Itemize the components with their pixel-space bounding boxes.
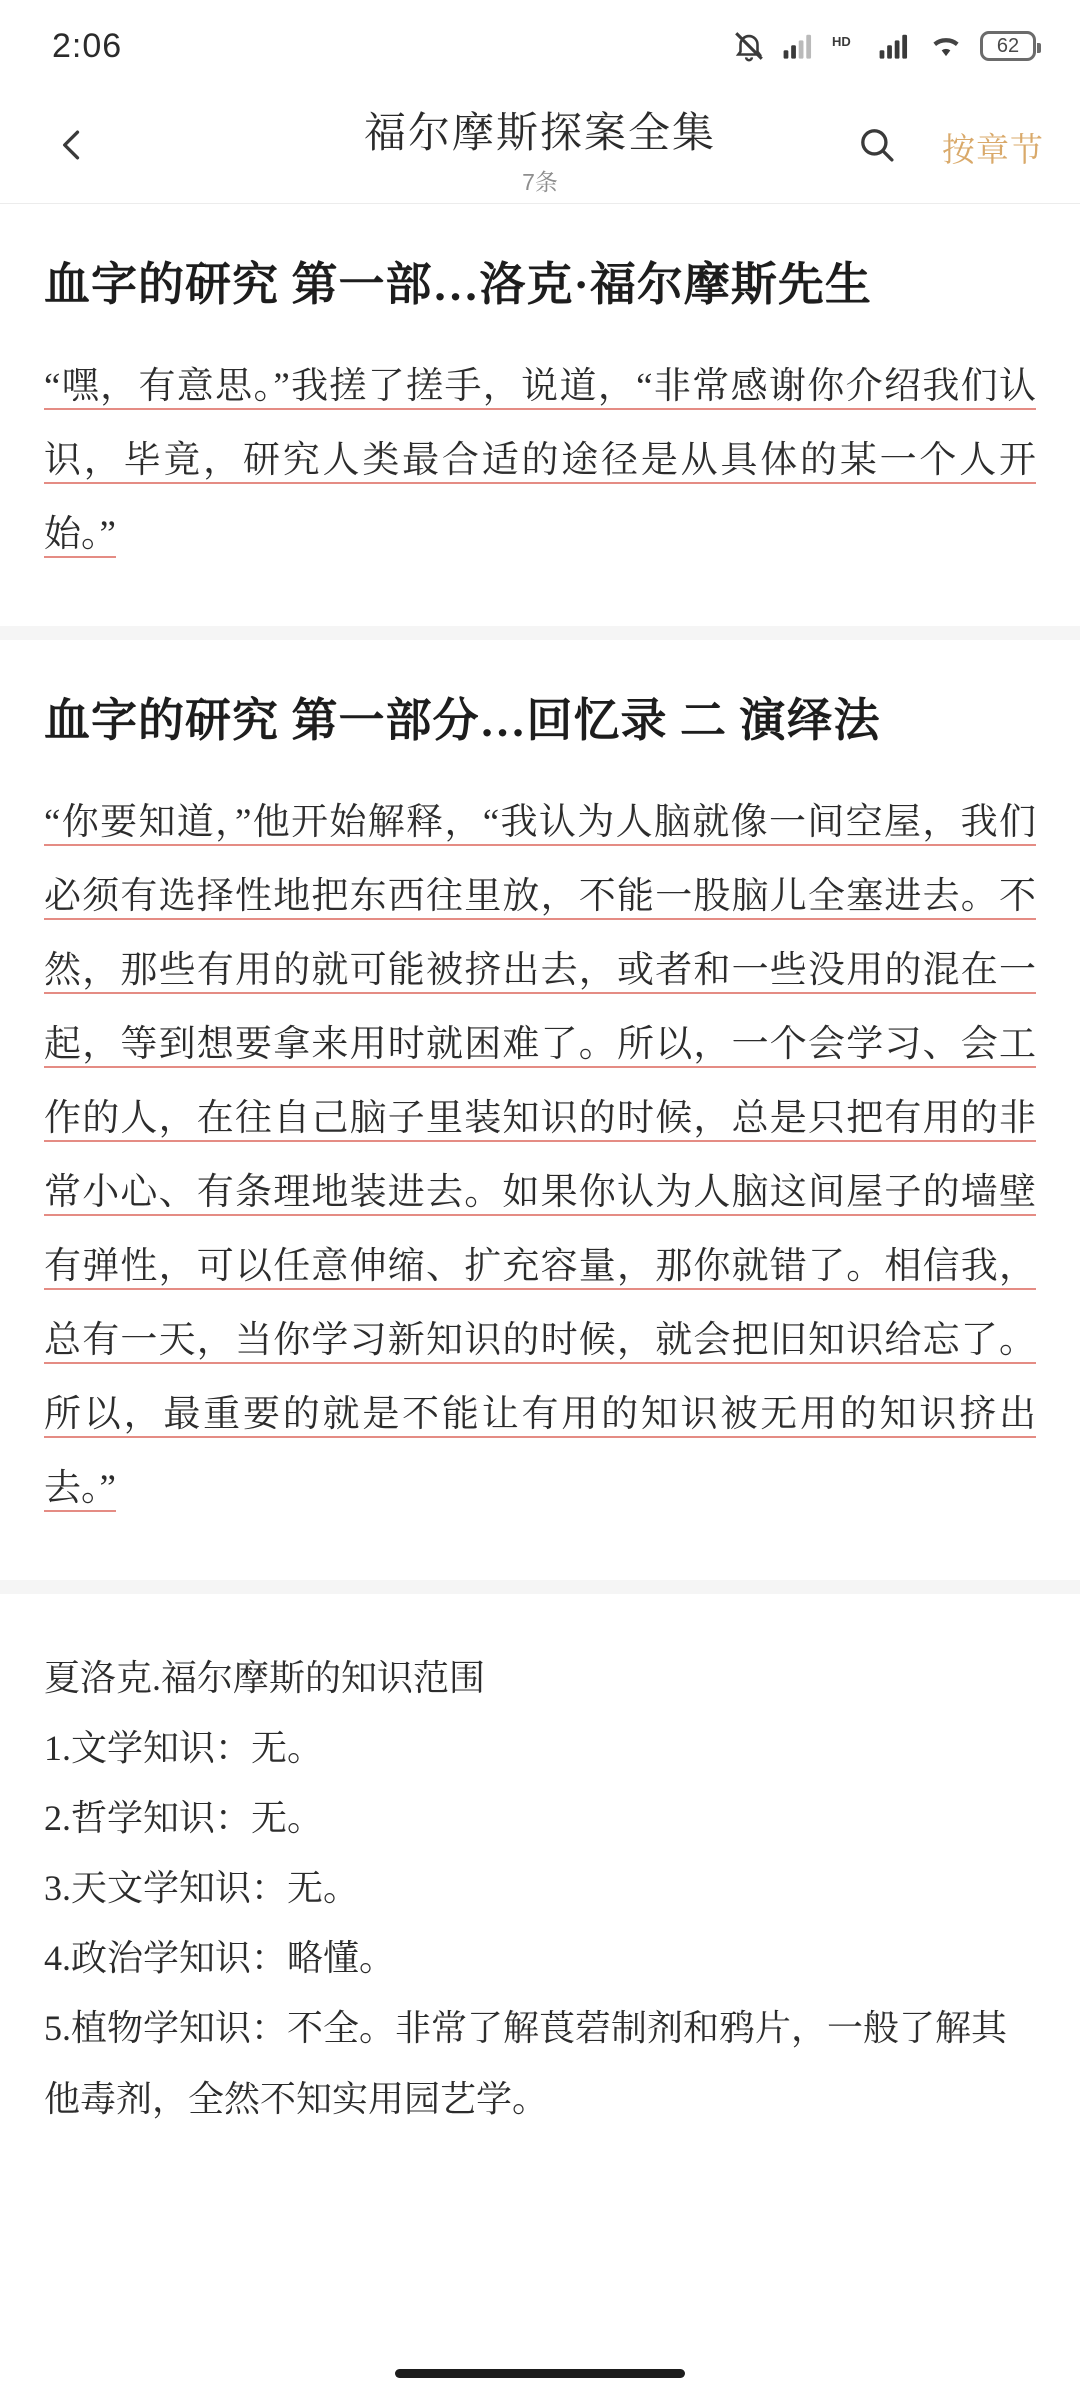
note-heading: 血字的研究 第一部…洛克·福尔摩斯先生 (44, 259, 872, 310)
sort-by-chapter-button[interactable]: 按章节 (942, 131, 1044, 168)
list-item (44, 1993, 1036, 2133)
home-indicator-area (0, 2346, 1080, 2400)
note-card[interactable] (0, 1594, 1080, 2188)
notes-list[interactable] (0, 204, 1080, 2400)
status-bar (0, 0, 1080, 92)
note-heading: 血字的研究 第一部分…回忆录 二 演绎法 (44, 695, 881, 747)
note-highlighted-text: “你要知道，”他开始解释，“我认为人脑就像一间空屋，我们必须有选择性地把东西往里放，不能一股脑儿全塞进去。不然，那些有用的就可能被挤出去，或者和一些没用的混在一起，等到想要拿来用时就困难了。所以，一个会学习、会工作的人，在往自己脑子里装知识的时候，总是只把有用的非常小心、有条理地装进去。如果你认为人脑这间屋子的墙壁有弹性，可以任意伸缩、扩充容量，那你就错了。相信我，总有一天，当你学习新知识的时候，就会把旧知识给忘了。所以，最重要的就是不能让有用的知识被无用的知识挤出去。” (44, 802, 1036, 1512)
wifi-icon (928, 32, 964, 60)
notifications-off-icon (732, 29, 766, 63)
list-item (44, 1853, 1036, 1923)
list-item (44, 1923, 1036, 1993)
status-time: 2:06 (52, 26, 123, 65)
list-item-text: 1.文学知识：无。 (44, 1727, 324, 1768)
note-count: 7条 (522, 169, 558, 195)
list-item (44, 1713, 1036, 1783)
back-button[interactable] (36, 112, 108, 184)
battery-icon (980, 31, 1036, 61)
note-body (44, 786, 1036, 1526)
battery-level: 62 (996, 34, 1020, 57)
app-bar (0, 92, 1080, 204)
note-highlighted-text: “嘿，有意思。”我搓了搓手，说道，“非常感谢你介绍我们认识，毕竟，研究人类最合适的途径是从具体的某一个人开始。” (44, 366, 1036, 558)
svg-text:HD: HD (832, 35, 851, 49)
list-item-text: 4.政治学知识：略懂。 (44, 1938, 396, 1979)
note-list-title (44, 1644, 1036, 1712)
list-item-text: 3.天文学知识：无。 (44, 1867, 360, 1908)
note-card[interactable] (0, 640, 1080, 1594)
page-title: 福尔摩斯探案全集 (363, 111, 716, 157)
signal-icon (782, 32, 816, 60)
note-body (44, 350, 1036, 572)
search-button[interactable] (846, 117, 908, 179)
home-indicator[interactable] (395, 2369, 685, 2378)
search-icon (856, 124, 898, 171)
list-item (44, 1783, 1036, 1853)
signal-icon (878, 32, 912, 60)
list-item-text: 2.哲学知识：无。 (44, 1797, 324, 1838)
app-bar-actions (846, 117, 1044, 179)
note-card[interactable] (0, 204, 1080, 640)
status-icons (732, 29, 1036, 63)
note-highlighted-text: 夏洛克.福尔摩斯的知识范围 (44, 1658, 486, 1699)
list-item-text: 5.植物学知识：不全。非常了解莨菪制剂和鸦片，一般了解其他毒剂，全然不知实用园艺学。 (44, 2008, 1008, 2119)
hd-icon (832, 35, 862, 57)
chevron-left-icon (50, 123, 94, 172)
